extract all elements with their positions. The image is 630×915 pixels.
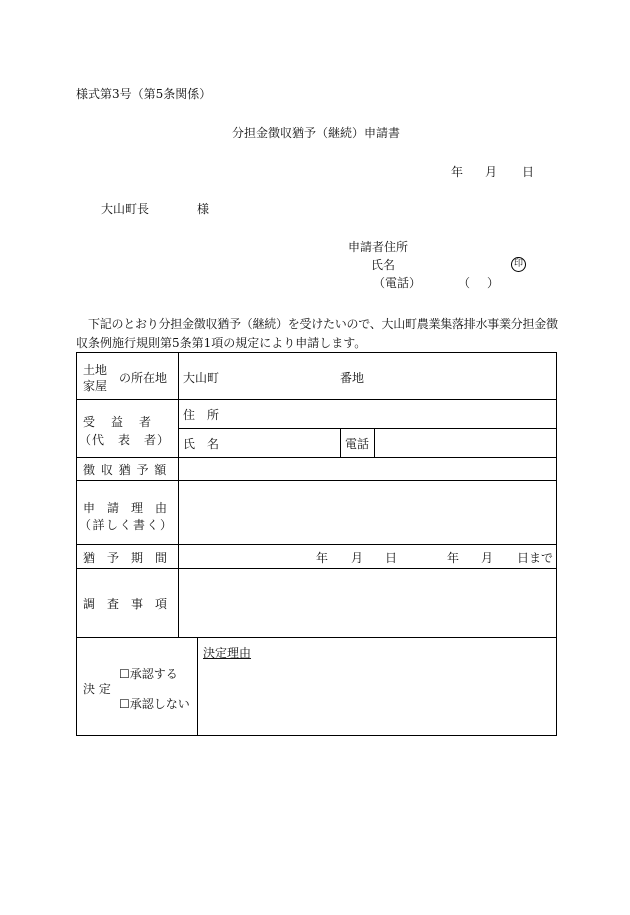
period-end-month: 月 <box>481 551 494 565</box>
location-town: 大山町 <box>183 371 220 385</box>
beneficiary-label: 受 益 者 <box>83 415 154 429</box>
period-label: 猶 予 期 間 <box>83 551 168 565</box>
row-divider <box>178 428 556 429</box>
disapprove-checkbox[interactable]: ☐承認しない <box>119 697 190 711</box>
applicant-phone-label: （電話） <box>373 276 422 290</box>
addressee-honorific: 様 <box>197 202 210 216</box>
period-start-month: 月 <box>351 551 364 565</box>
application-table <box>76 352 557 736</box>
location-label-house: 家屋 <box>83 379 108 393</box>
column-divider <box>178 353 179 637</box>
date-day: 日 <box>522 165 535 179</box>
date-month: 月 <box>485 165 498 179</box>
phone-paren-close: ） <box>487 276 500 290</box>
column-divider <box>340 428 341 457</box>
addressee-name: 大山町長 <box>101 202 150 216</box>
deferral-amount-label: 徴 収 猶 予 額 <box>83 463 168 477</box>
row-divider <box>77 637 556 638</box>
decision-label: 決 定 <box>83 682 111 696</box>
row-divider <box>77 457 556 458</box>
beneficiary-address-label: 住 所 <box>183 408 220 422</box>
form-title: 分担金徴収猶予（継続）申請書 <box>232 126 401 140</box>
body-text-line2: 収条例施行規則第5条第1項の規定により申請します。 <box>76 336 367 350</box>
row-divider <box>77 399 556 400</box>
column-divider <box>374 428 375 457</box>
approve-checkbox[interactable]: ☐承認する <box>119 667 178 681</box>
seal-mark <box>511 255 526 272</box>
form-number: 様式第3号（第5条関係） <box>76 87 212 101</box>
row-divider <box>77 480 556 481</box>
beneficiary-label-representative: （代 表 者） <box>79 433 171 447</box>
beneficiary-phone-label: 電話 <box>345 437 370 451</box>
seal-icon: 印 <box>511 257 526 272</box>
reason-label: 申 請 理 由 <box>83 501 168 515</box>
location-label-land: 土地 <box>83 363 108 377</box>
period-start-day: 日 <box>385 551 398 565</box>
investigation-label: 調 査 事 項 <box>83 597 168 611</box>
period-end-year: 年 <box>447 551 460 565</box>
date-year: 年 <box>451 165 464 179</box>
column-divider <box>197 637 198 735</box>
location-label-suffix: の所在地 <box>119 371 168 385</box>
location-banchi: 番地 <box>340 371 365 385</box>
applicant-address-label: 申請者住所 <box>348 240 409 254</box>
period-end-day-until: 日まで <box>517 551 554 565</box>
decision-reason-label: 決定理由 <box>203 646 252 660</box>
applicant-name-label: 氏名 <box>371 258 396 272</box>
row-divider <box>77 568 556 569</box>
row-divider <box>77 544 556 545</box>
reason-label-detail: （詳しく書く） <box>79 518 174 532</box>
body-text-line1: 下記のとおり分担金徴収猶予（継続）を受けたいので、大山町農業集落排水事業分担金徴 <box>88 317 558 331</box>
phone-paren-open: （ <box>458 276 471 290</box>
period-start-year: 年 <box>316 551 329 565</box>
beneficiary-name-label: 氏 名 <box>183 437 220 451</box>
